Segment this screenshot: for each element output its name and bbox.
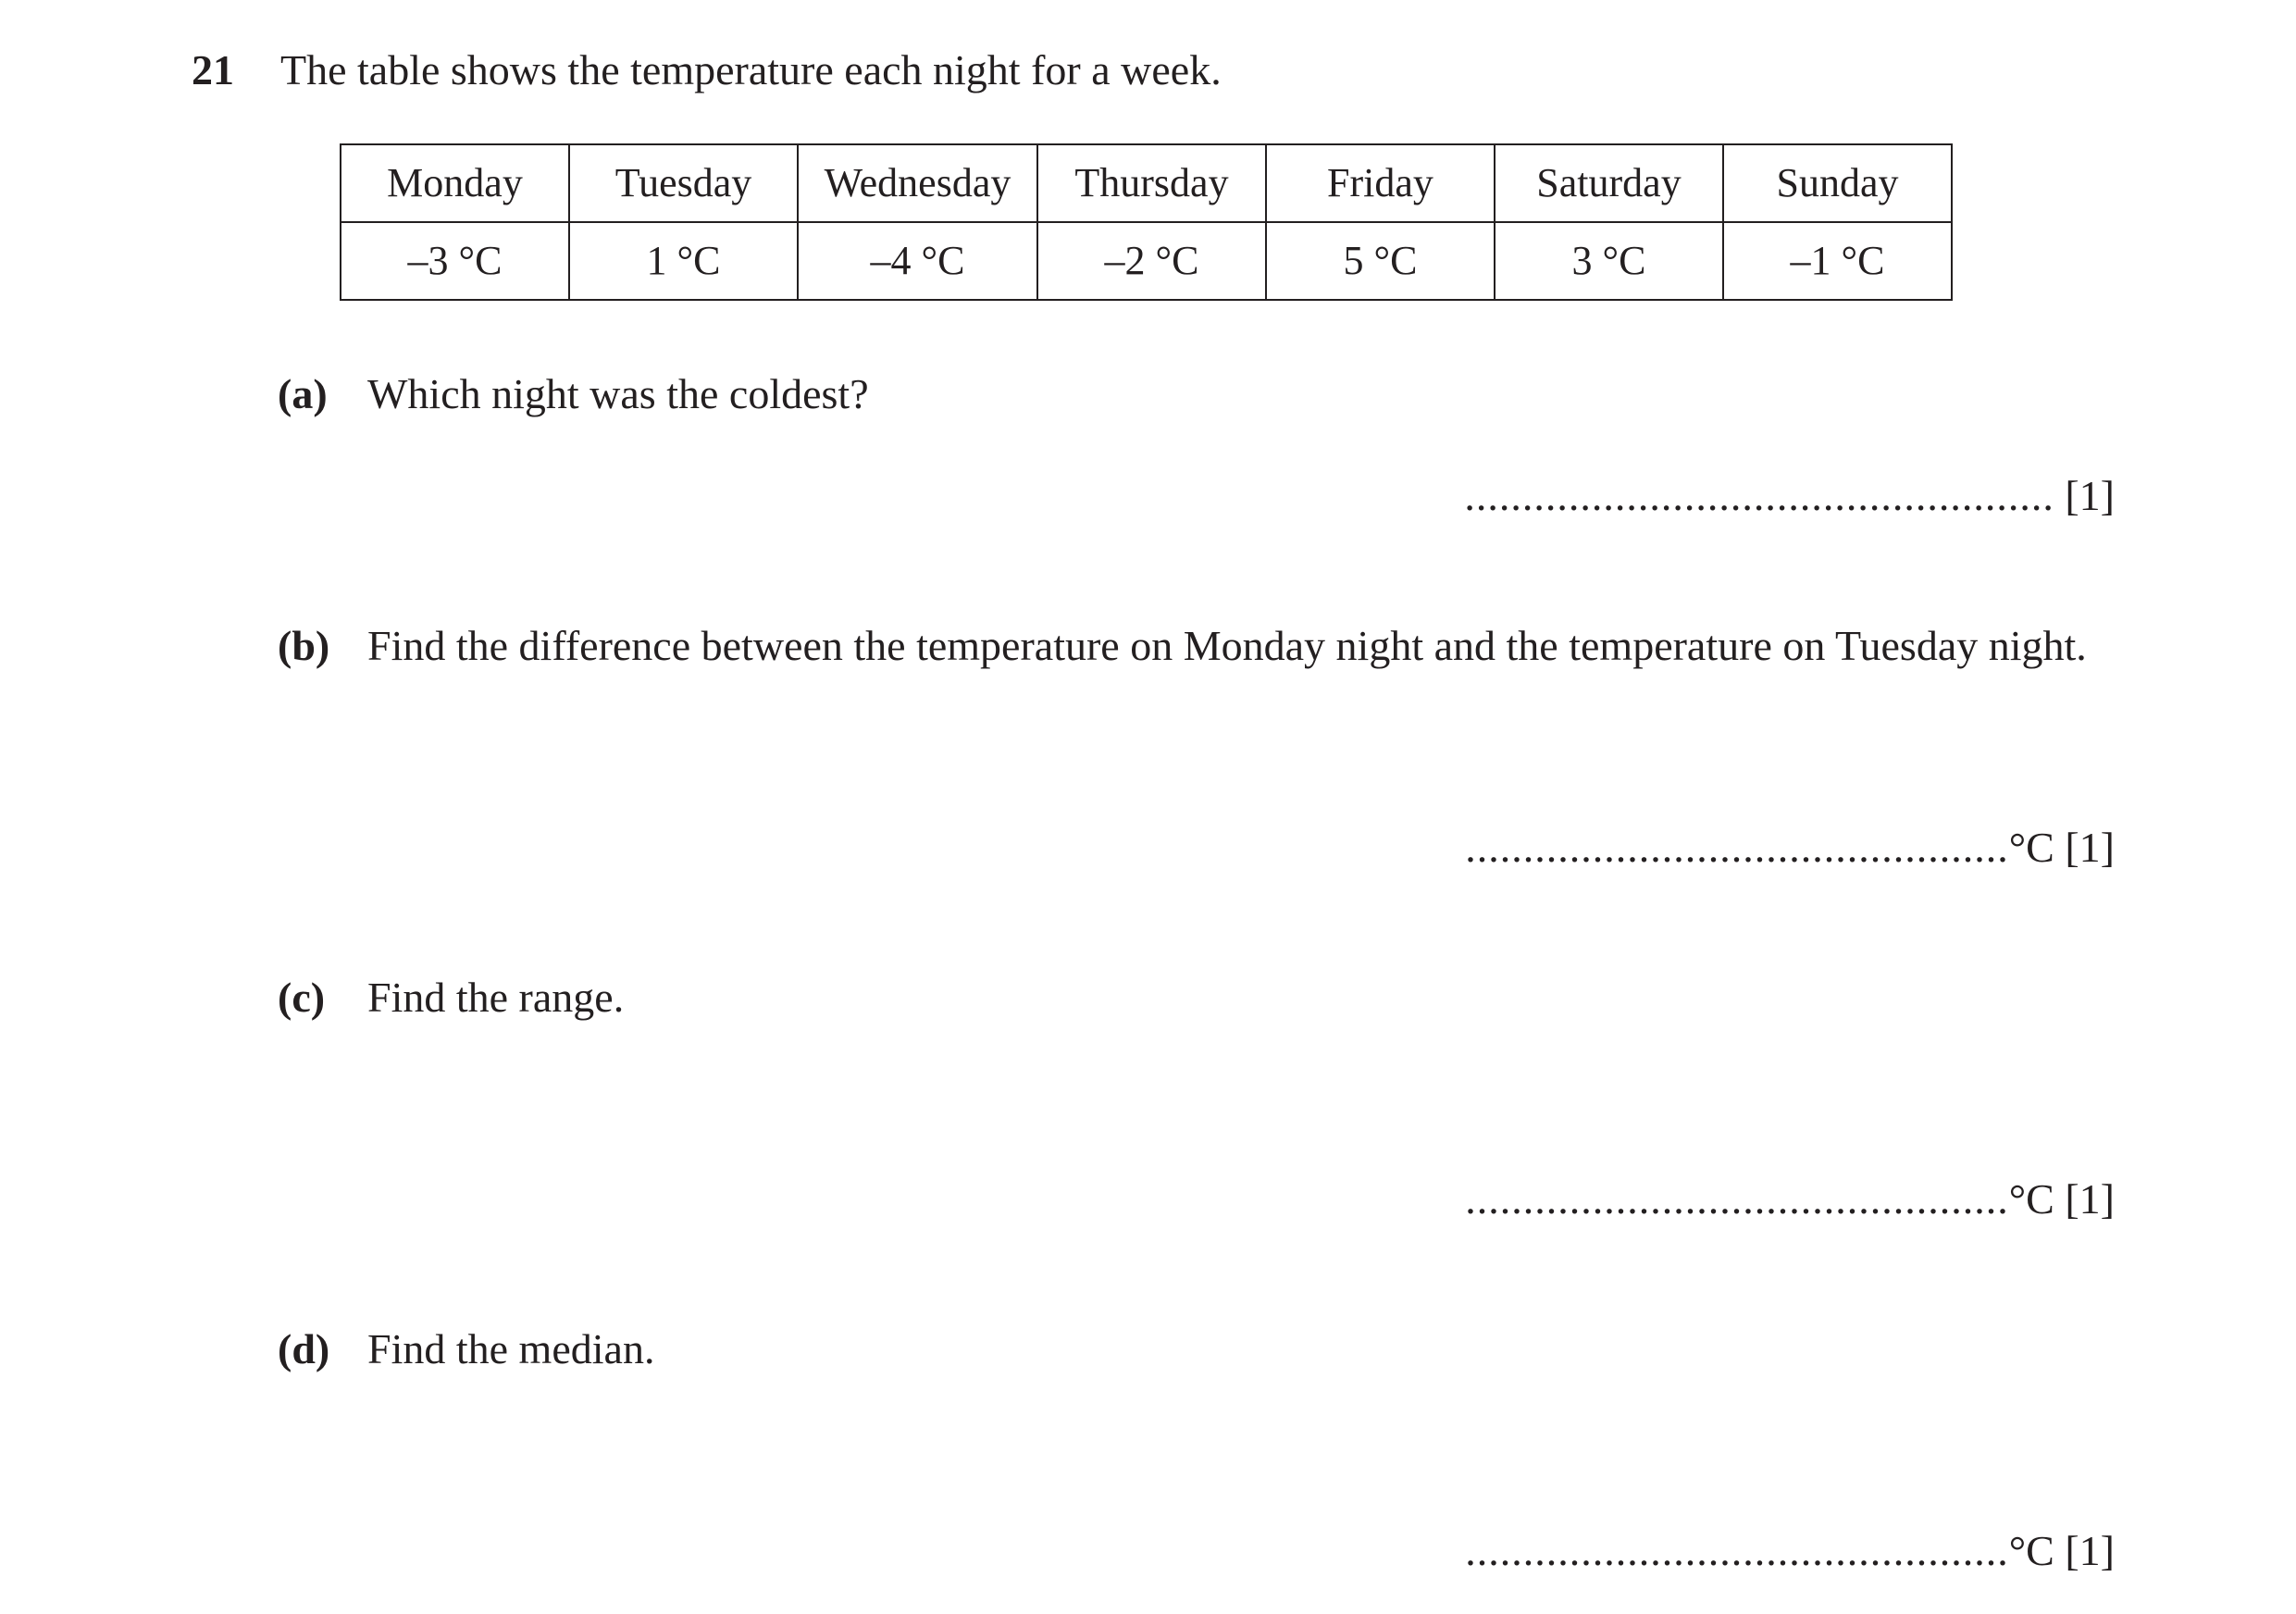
answer-dots: ...................................................: [1464, 472, 2054, 519]
table-value-row: [341, 222, 1952, 300]
part-d-question: Find the median.: [367, 1325, 655, 1372]
table-cell-day: Saturday: [1495, 144, 1723, 222]
table-cell-day: Tuesday: [569, 144, 798, 222]
table-cell-temperature: –3 °C: [341, 222, 569, 300]
marks-label: [1]: [2065, 1175, 2115, 1223]
part-a-question: Which night was the coldest?: [367, 370, 869, 417]
table-cell-temperature: –4 °C: [798, 222, 1037, 300]
marks-label: [1]: [2065, 1527, 2115, 1574]
table-cell-day: Sunday: [1723, 144, 1952, 222]
table-cell-temperature: –2 °C: [1037, 222, 1266, 300]
table-header-row: [341, 144, 1952, 222]
part-a-answer-line[interactable]: [1464, 470, 2115, 522]
part-b-label: (b): [278, 622, 330, 669]
temperature-table: [340, 143, 1953, 301]
table-cell-temperature: –1 °C: [1723, 222, 1952, 300]
question-number: 21: [192, 46, 234, 93]
part-a-label: (a): [278, 370, 328, 417]
part-c-label: (c): [278, 974, 326, 1021]
answer-unit: °C: [2008, 1527, 2054, 1574]
answer-unit: °C: [2008, 824, 2054, 871]
part-d-answer-line[interactable]: [1465, 1525, 2115, 1577]
table-cell-temperature: 3 °C: [1495, 222, 1723, 300]
answer-dots: ...............................................: [1465, 1527, 2009, 1574]
part-c-answer-line[interactable]: [1465, 1173, 2115, 1225]
table-cell-day: Friday: [1266, 144, 1495, 222]
part-b-question: Find the difference between the temperature on Monday night and the temperature on Tuesday night.: [367, 622, 2087, 669]
table-cell-day: Wednesday: [798, 144, 1037, 222]
marks-label: [1]: [2065, 824, 2115, 871]
question-text: The table shows the temperature each night for a week.: [280, 46, 1222, 93]
table-cell-temperature: 5 °C: [1266, 222, 1495, 300]
table-cell-temperature: 1 °C: [569, 222, 798, 300]
table-cell-day: Monday: [341, 144, 569, 222]
table-cell-day: Thursday: [1037, 144, 1266, 222]
part-c-question: Find the range.: [367, 974, 625, 1021]
part-d-label: (d): [278, 1325, 330, 1372]
marks-label: [1]: [2065, 472, 2115, 519]
answer-dots: ...............................................: [1465, 1175, 2009, 1223]
answer-unit: °C: [2008, 1175, 2054, 1223]
answer-dots: ...............................................: [1465, 824, 2009, 871]
part-b-answer-line[interactable]: [1465, 822, 2115, 874]
